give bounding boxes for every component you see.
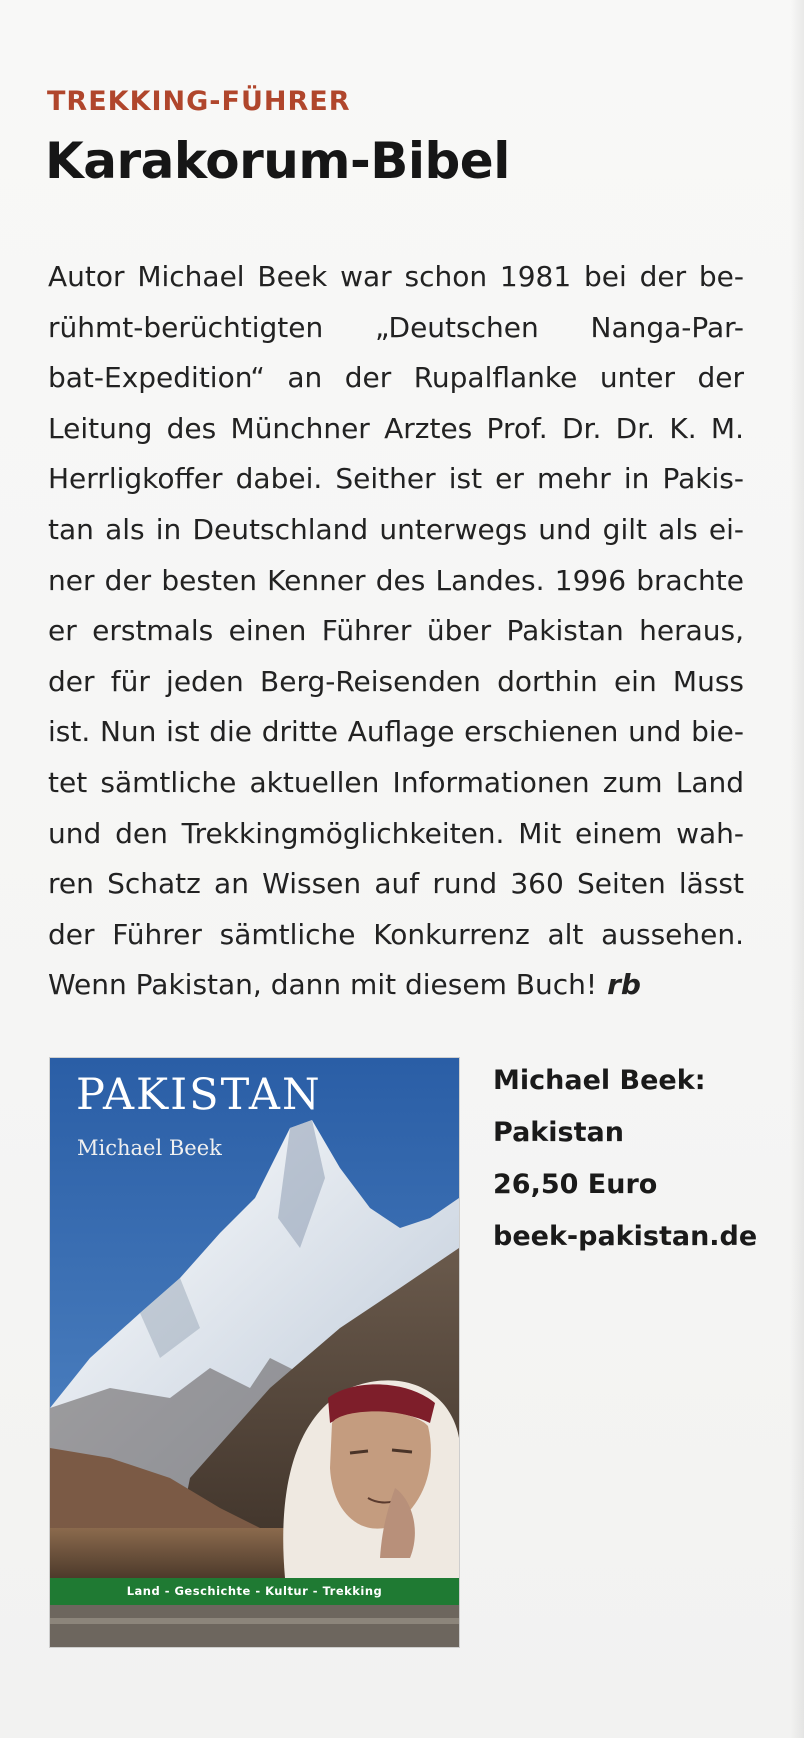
article-body [48,252,744,1011]
body-line: Leitung des Münchner Arztes Prof. Dr. Dr. K. M. [48,411,744,445]
book-price: 26,50 Euro [493,1169,658,1200]
page-edge-shadow [790,0,804,1738]
body-line: rühmt-berüchtigten „Deutschen Nanga-Par- [48,310,744,344]
book-cover-image [50,1058,459,1647]
book-author: Michael Beek: [493,1065,706,1096]
cover-topic-band: Land - Geschichte - Kultur - Trekking [50,1578,459,1605]
body-line: Autor Michael Beek war schon 1981 bei der be- [48,260,744,293]
article-headline: Karakorum-Bibel [45,132,510,190]
book-website: beek-pakistan.de [493,1221,758,1252]
body-line: tet sämtliche aktuellen Informationen zum Land [48,765,744,799]
section-kicker: TREKKING-FÜHRER [47,86,351,117]
body-line: ren Schatz an Wissen auf rund 360 Seiten lässt [48,867,744,901]
author-initials: rb [607,968,641,1002]
body-line: der für jeden Berg-Reisenden dorthin ein Muss [48,664,744,698]
body-line: ist. Nun ist die dritte Auflage erschienen und bie- [48,715,744,749]
book-title: Pakistan [493,1117,624,1148]
body-line-text: Wenn Pakistan, dann mit diesem Buch! [48,968,598,1002]
body-line: und den Trekkingmöglichkeiten. Mit einem wah- [48,816,744,850]
cover-title: PAKISTAN [76,1070,322,1120]
body-line: Herrligkoffer dabei. Seither ist er mehr in Pakis- [48,462,744,496]
cover-author: Michael Beek [77,1136,222,1160]
body-line: der Führer sämtliche Konkurrenz alt aussehen. [48,917,744,951]
body-line: er erstmals einen Führer über Pakistan heraus, [48,614,744,648]
body-line: ner der besten Kenner des Landes. 1996 brachte [48,563,744,597]
body-line: tan als in Deutschland unterwegs und gilt als ei- [48,512,744,546]
body-line-last [48,960,744,1011]
body-line: bat-Expedition“ an der Rupalflanke unter der [48,361,744,395]
book-info-block [493,1055,757,1263]
